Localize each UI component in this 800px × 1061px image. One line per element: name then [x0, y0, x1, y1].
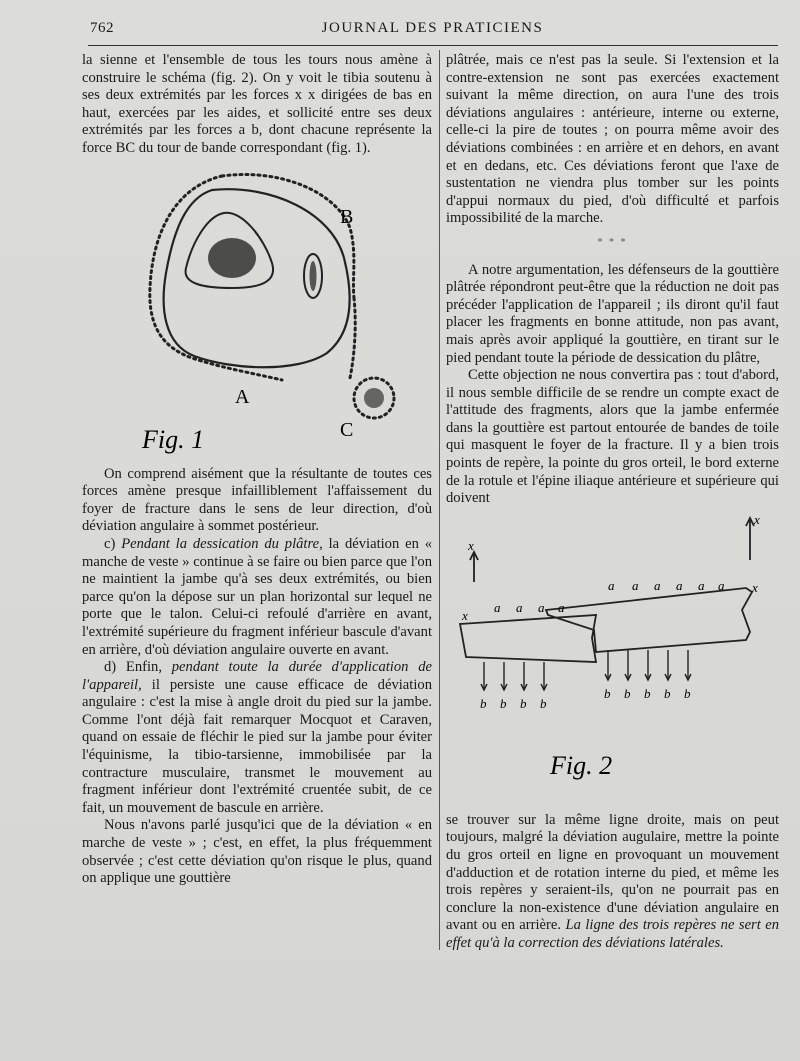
left-column [82, 52, 432, 888]
italic-lead: Pendant la dessication du plâtre, [121, 535, 323, 552]
force-label-a: a [516, 599, 523, 615]
force-label-b: b [540, 695, 547, 711]
force-label-a: a [538, 599, 545, 615]
paragraph-text: il persiste une cause efficace de déviation angulaire : c'est la mise à angle droit du pied sur la jambe. Comme l'ont déjà fait remarquer Mocquot et Caraven, quand on essaie de fléchir le pied sur la jambe pour éviter l'équinisme, la tibio-tarsienne, immobilisée par la contracture musculaire, transmet le mouvement au fragment inférieur dont l'extrémité cruentée subit, de ce fait, un mouvement de bascule en arrière. [82, 676, 432, 816]
force-label-b: b [604, 685, 611, 701]
force-label-a: a [698, 577, 705, 593]
paragraph: A notre argumentation, les défenseurs de la gouttière plâtrée répondront peut-être que la réduction ne doit pas précéder l'application de l'appareil ; ils diront qu'il faut placer les fragments en bonne attitude, non pas avant, mais après avoir appliqué la gouttière, en tirant sur le pied pendant toute la période de dessication du plâtre, [446, 261, 779, 366]
paragraph-label: c) [104, 535, 116, 552]
figure-2-drawing [446, 512, 779, 812]
paragraph: plâtrée, mais ce n'est pas la seule. Si l'extension et la contre-extension ne sont pas exercées exactement suivant la même direction, on aura l'une des trois déviations angulaires : antérieure, interne ou externe, celle-ci la pire de toutes ; on pourra même avoir des déviations combinées : en arrière et en dehors, en avant et en dedans, etc. Ces déviations feront que l'axe de sustentation ne viendra plus tomber sur les points d'appui normaux du pied, d'où difficulté et parfois impossibilité de la marche. [446, 52, 779, 227]
paragraph-text: la déviation en « manche de veste » continue à se faire ou bien parce que l'on ne maintient la jambe qu'à ses deux extrémités, ou bien parce qu'on la dépose sur un plan horizontal sur lequel ne porte que le talon. Celui-ci refoulé d'arrière en avant, l'extrémité supérieure du fragment inférieur bascule d'avant en arrière, d'où déviation angulaire ouverte en avant. [82, 535, 433, 658]
label-A: A [235, 385, 250, 408]
force-label-a: a [558, 599, 565, 615]
label-x: x [752, 579, 758, 595]
label-x: x [468, 537, 474, 553]
force-label-b: b [624, 685, 631, 701]
column-divider [439, 50, 440, 950]
paragraph [446, 812, 779, 953]
paragraph: la sienne et l'ensemble de tous les tours nous amène à construire le schéma (fig. 2). On y voit le tibia soutenu à ses deux extrémités par les forces x x dirigées de bas en haut, exercées par les aides, et sollicité entre ses deux extrémités par les forces a b, dont chacune représente la force BC du tour de bande correspondant (fig. 1). [82, 52, 432, 156]
header-rule [88, 45, 778, 46]
paragraph: Cette objection ne nous convertira pas : tout d'abord, il nous semble difficile de se rendre un compte exact de l'attitude des fragments, alors que la jambe enfermée dans la gouttière est partout entourée de bandes de toile qui masquent le foyer de la fracture. Il y a bien trois points de repère, la pointe du gros orteil, le bord externe de la rotule et l'épine iliaque antérieure et supérieure qui doivent [446, 367, 779, 507]
force-label-b: b [500, 695, 507, 711]
paragraph-text: se trouver sur la même ligne droite, mais on peut toujours, malgré la déviation augulaire, mettre la pointe du gros orteil en ligne en provoquant un mouvement d'adduction et de rotation interne du pied, et même les trois repères y seraient-ils, qu'on ne pourrait pas en conclure la non-existence d'une déviation angulaire en avant ou en arrière. [446, 811, 779, 934]
force-label-a: a [632, 577, 639, 593]
right-column [446, 52, 779, 953]
force-label-a: a [494, 599, 501, 615]
section-separator: * * * [597, 236, 628, 248]
label-x: x [462, 607, 468, 623]
page-header [90, 20, 775, 42]
italic-tail: La ligne des trois repères ne sert en effet qu'à la correction des déviations latérales. [446, 917, 779, 951]
figure-1-drawing [82, 158, 432, 458]
force-label-b: b [664, 685, 671, 701]
italic-lead: pendant toute la durée d'application de l'appareil, [82, 659, 432, 693]
force-label-a: a [654, 577, 661, 593]
paragraph [82, 659, 432, 817]
force-label-a: a [718, 577, 725, 593]
paragraph-label: d) Enfin, [104, 659, 162, 676]
label-C: C [340, 418, 354, 441]
force-label-a: a [676, 577, 683, 593]
figure-1 [82, 158, 432, 458]
paragraph [82, 536, 432, 659]
label-B: B [340, 205, 354, 228]
force-label-b: b [684, 685, 691, 701]
journal-title: JOURNAL DES PRATICIENS [321, 20, 544, 36]
figure-1-caption: Fig. 1 [142, 424, 205, 454]
force-label-b: b [480, 695, 487, 711]
label-x: x [754, 511, 760, 527]
page-number: 762 [90, 20, 114, 36]
paragraph: On comprend aisément que la résultante de toutes ces forces amène presque infailliblement l'affaissement du foyer de fracture dans le sens de leur direction, d'où déviation angulaire à sommet postérieur. [82, 465, 432, 535]
figure-2-caption: Fig. 2 [550, 750, 613, 780]
figure-2 [446, 512, 779, 812]
paragraph: Nous n'avons parlé jusqu'ici que de la déviation « en marche de veste » ; c'est, en effet, la plus fréquemment observée ; c'est cette déviation qu'on risque le plus, quand on applique une gouttière [82, 817, 432, 887]
force-label-b: b [520, 695, 527, 711]
force-label-b: b [644, 685, 651, 701]
force-label-a: a [608, 577, 615, 593]
